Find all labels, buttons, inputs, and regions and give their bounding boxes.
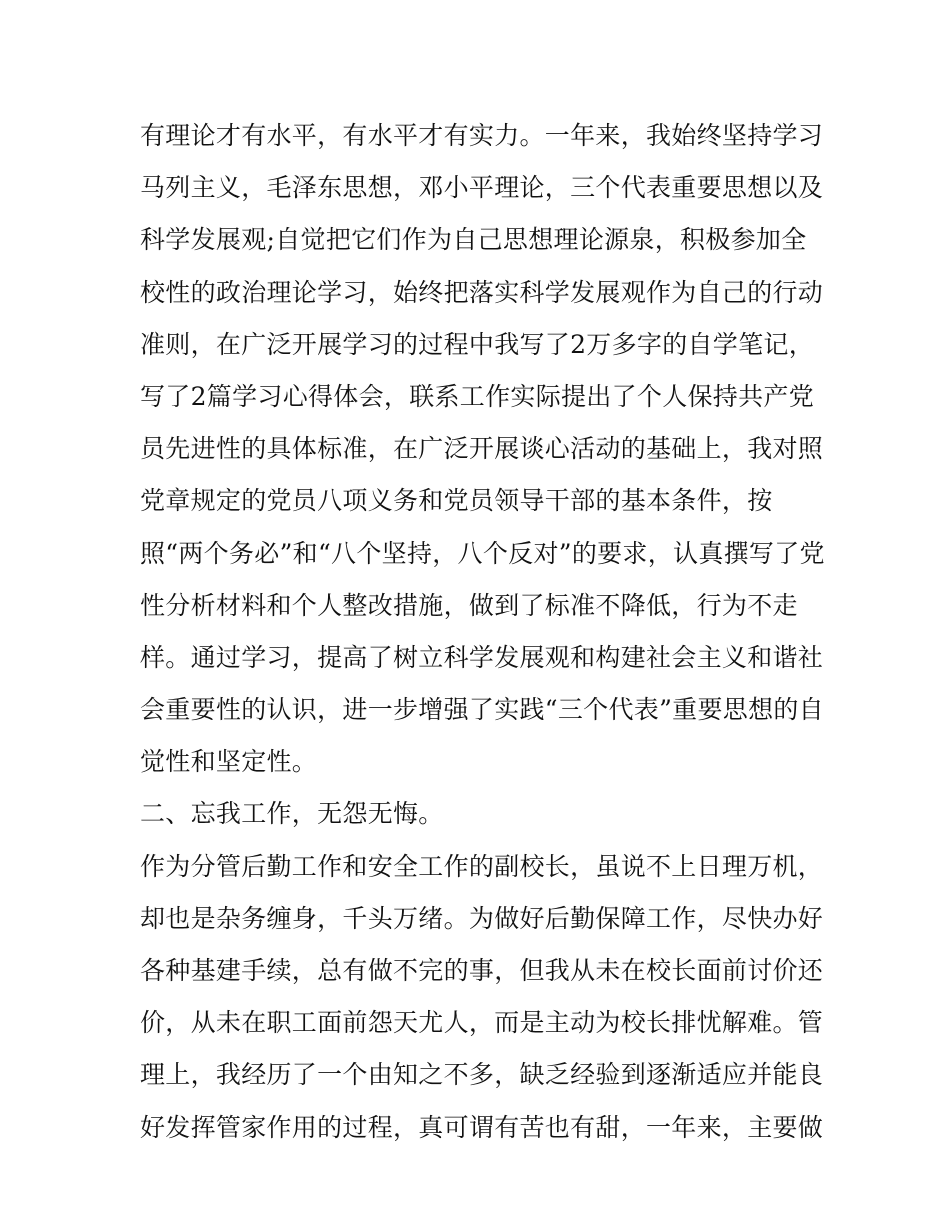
text-line: 理上，我经历了一个由知之不多，缺乏经验到逐渐适应并能良 — [140, 1060, 824, 1090]
text-line: 科学发展观;自觉把它们作为自己思想理论源泉，积极参加全 — [140, 225, 807, 255]
text-line: 样。通过学习，提高了树立科学发展观和构建社会主义和谐社 — [140, 642, 824, 672]
text-line: 准则，在广泛开展学习的过程中我写了2万多字的自学笔记， — [140, 329, 815, 359]
text-line: 好发挥管家作用的过程，真可谓有苦也有甜，一年来，主要做 — [140, 1112, 824, 1142]
text-line: 员先进性的具体标准，在广泛开展谈心活动的基础上，我对照 — [140, 434, 824, 464]
text-line: 马列主义，毛泽东思想，邓小平理论，三个代表重要思想以及 — [140, 173, 824, 203]
text-line: 各种基建手续，总有做不完的事，但我从未在校长面前讨价还 — [140, 956, 824, 985]
text-line: 校性的政治理论学习，始终把落实科学发展观作为自己的行动 — [140, 277, 824, 307]
text-line: 价，从未在职工面前怨天尤人，而是主动为校长排忧解难。管 — [140, 1008, 824, 1038]
text-line: 党章规定的党员八项义务和党员领导干部的基本条件，按 — [140, 486, 773, 516]
text-line: 觉性和坚定性。 — [140, 747, 318, 777]
text-line: 会重要性的认识，进一步增强了实践“三个代表”重要思想的自 — [140, 695, 824, 725]
text-line: 作为分管后勤工作和安全工作的副校长，虽说不上日理万机， — [140, 851, 824, 881]
text-line: 性分析材料和个人整改措施，做到了标准不降低，行为不走 — [140, 590, 798, 620]
body-text — [140, 110, 830, 1154]
text-line: 写了2篇学习心得体会，联系工作实际提出了个人保持共产党 — [140, 381, 815, 411]
text-line: 有理论才有水平，有水平才有实力。一年来，我始终坚持学习 — [140, 121, 824, 150]
section-heading: 二、忘我工作，无怨无悔。 — [140, 799, 444, 829]
text-line: 照“两个务必”和“八个坚持，八个反对”的要求，认真撰写了党 — [140, 538, 825, 568]
text-line: 却也是杂务缠身，千头万绪。为做好后勤保障工作，尽快办好 — [140, 903, 824, 933]
